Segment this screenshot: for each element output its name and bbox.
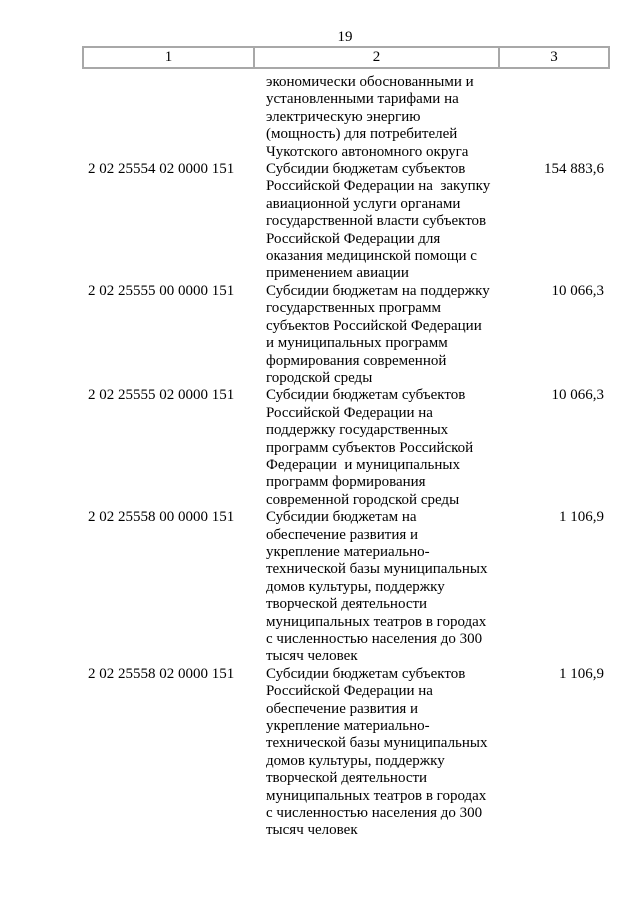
description-line: современной городской среды <box>266 491 460 508</box>
description-line: домов культуры, поддержку <box>266 578 445 595</box>
page-number: 19 <box>337 29 353 45</box>
budget-table <box>82 46 610 840</box>
description-line: технической базы муниципальных <box>266 735 488 752</box>
description-line: (мощность) для потребителей <box>266 126 458 143</box>
description-cell <box>254 283 499 387</box>
description-line: обеспечение развития и <box>266 526 419 543</box>
description-line: программ формирования <box>266 474 426 491</box>
description-line: программ субъектов Российской <box>266 439 474 456</box>
table-row <box>83 666 609 840</box>
table-body <box>83 68 609 840</box>
column-header-3: 3 <box>499 47 609 68</box>
description-line: с численностью населения до 300 <box>266 631 483 647</box>
amount-cell: 10 066,3 <box>551 387 604 404</box>
amount-cell: 1 106,9 <box>559 665 604 682</box>
description-line: Субсидии бюджетам субъектов <box>266 387 466 404</box>
description-line: оказания медицинской помощи с <box>266 248 477 265</box>
description-cell <box>254 666 499 840</box>
header-row <box>83 47 609 68</box>
description-line: тысяч человек <box>266 822 358 839</box>
description-line: технической базы муниципальных <box>266 561 488 578</box>
amount-cell: 1 106,9 <box>559 509 604 526</box>
table-row <box>83 161 609 283</box>
description-line: поддержку государственных <box>266 422 449 439</box>
description-cell <box>254 509 499 666</box>
description-line: городской среды <box>266 369 373 386</box>
description-line: домов культуры, поддержку <box>266 752 445 769</box>
description-line: Чукотского автономного округа <box>266 143 469 160</box>
description-line: электрическую энергию <box>266 108 421 125</box>
description-line: Субсидии бюджетам субъектов <box>266 161 466 178</box>
description-line: государственных программ <box>266 300 442 317</box>
description-line: творческой деятельности <box>266 596 428 613</box>
description-line: формирования современной <box>266 352 447 369</box>
description-line: Федерации и муниципальных <box>266 456 460 473</box>
amount-cell: 10 066,3 <box>551 282 604 299</box>
table-row <box>83 68 609 161</box>
amount-cell <box>499 68 609 161</box>
code-cell: 2 02 25558 00 0000 151 <box>88 509 235 526</box>
column-header-2: 2 <box>254 47 499 68</box>
code-cell: 2 02 25555 00 0000 151 <box>88 282 235 299</box>
description-line: Российской Федерации на <box>266 404 433 421</box>
description-line: укрепление материально- <box>266 543 430 560</box>
description-line: субъектов Российской Федерации <box>266 317 482 334</box>
description-line: обеспечение развития и <box>266 700 419 717</box>
description-line: укрепление материально- <box>266 718 430 735</box>
description-line: муниципальных театров в городах <box>266 613 487 630</box>
table-header <box>83 47 609 68</box>
description-line: тысяч человек <box>266 648 358 665</box>
description-line: с численностью населения до 300 <box>266 805 483 822</box>
code-cell: 2 02 25555 02 0000 151 <box>88 387 235 404</box>
description-line: Субсидии бюджетам субъектов <box>266 665 466 682</box>
description-line: муниципальных театров в городах <box>266 787 487 804</box>
description-line: Российской Федерации на закупку <box>266 178 491 195</box>
description-line: и муниципальных программ <box>266 335 448 352</box>
code-cell: 2 02 25554 02 0000 151 <box>88 161 235 178</box>
table-row <box>83 387 609 509</box>
description-line: установленными тарифами на <box>266 91 459 108</box>
description-cell <box>254 161 499 283</box>
column-header-1: 1 <box>83 47 254 68</box>
code-cell: 2 02 25558 02 0000 151 <box>88 665 235 682</box>
description-cell <box>254 68 499 161</box>
description-line: применением авиации <box>266 265 409 282</box>
code-cell <box>83 68 254 161</box>
table-row <box>83 283 609 387</box>
description-line: Российской Федерации для <box>266 230 441 247</box>
description-line: авиационной услуги органами <box>266 195 461 212</box>
description-line: экономически обоснованными и <box>266 74 474 90</box>
table-row <box>83 509 609 666</box>
description-line: Российской Федерации на <box>266 683 433 700</box>
description-line: государственной власти субъектов <box>266 213 487 230</box>
amount-cell: 154 883,6 <box>544 161 604 178</box>
description-line: Субсидии бюджетам на <box>266 509 417 526</box>
description-line: творческой деятельности <box>266 770 428 787</box>
description-line: Субсидии бюджетам на поддержку <box>266 282 490 299</box>
description-cell <box>254 387 499 509</box>
